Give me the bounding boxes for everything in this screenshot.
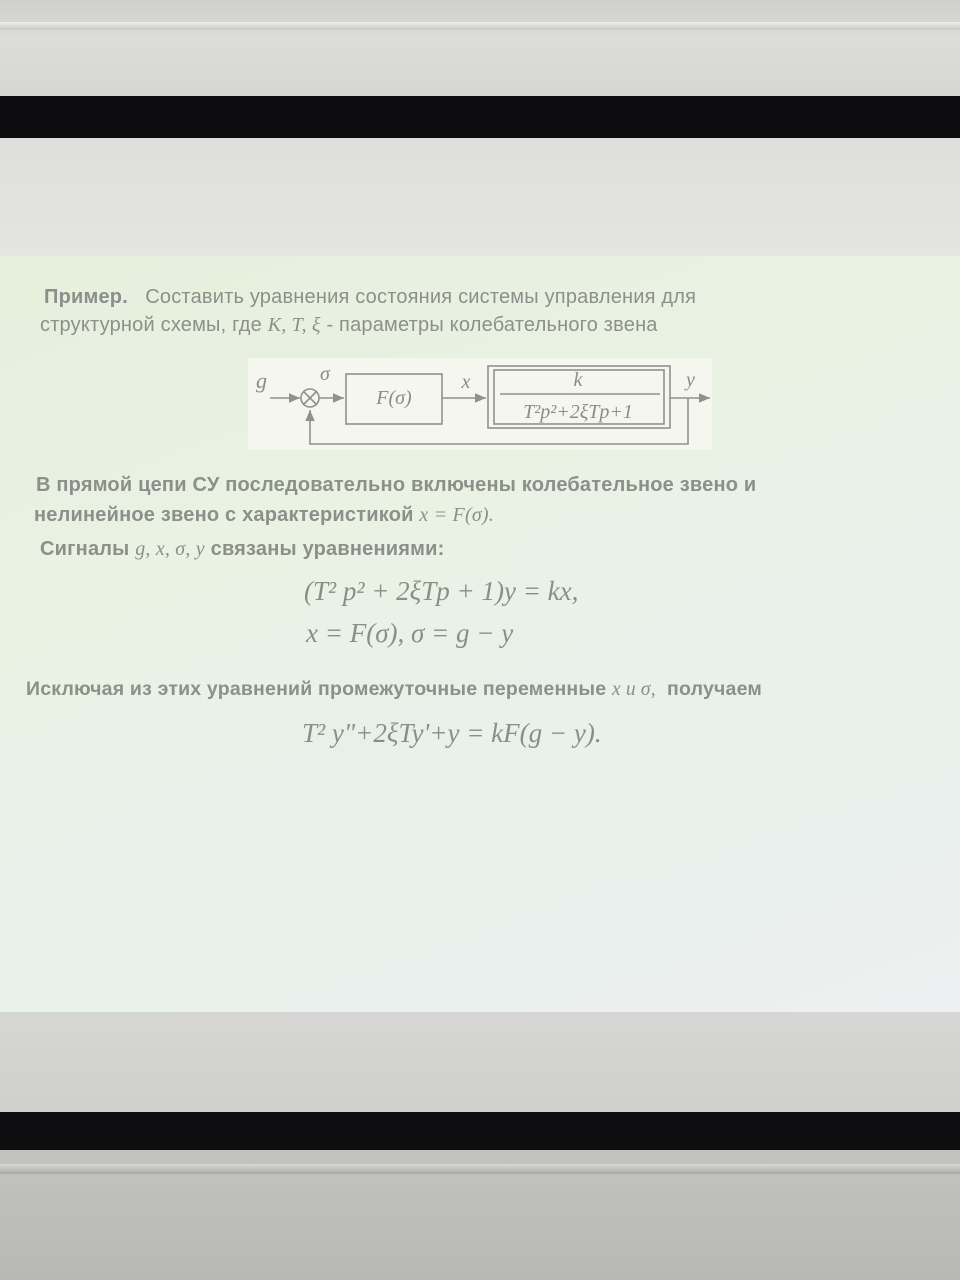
- task-text-2-suffix: - параметры колебательного звена: [326, 314, 658, 336]
- example-heading: Пример.: [44, 286, 128, 308]
- wall-rail: [0, 1164, 960, 1174]
- screen-bottom-margin: [0, 1012, 960, 1112]
- task-text-1: Составить уравнения состояния системы управления для: [145, 286, 697, 308]
- para1-line2-text: нелинейное звено с характеристикой: [34, 504, 414, 526]
- wall-bottom: [0, 1150, 960, 1280]
- para2: [40, 538, 444, 561]
- para3-vars: x и σ,: [611, 679, 656, 700]
- screen-bottom-bar: [0, 1112, 960, 1150]
- wall-top: [0, 0, 960, 96]
- task-line-1: [44, 286, 696, 309]
- screen-top-margin: [0, 138, 960, 256]
- equation-1: (T² p² + 2ξTp + 1)y = kx,: [304, 576, 579, 606]
- para2-suffix: связаны уравнениями:: [210, 538, 445, 560]
- para1-line2: [34, 504, 494, 527]
- para2-prefix: Сигналы: [40, 538, 130, 560]
- para3: [26, 678, 762, 701]
- params-formula: K, T, ξ: [267, 314, 321, 336]
- nonlinear-block-label: F(σ): [376, 387, 412, 409]
- equation-2: x = F(σ), σ = g − y: [306, 618, 514, 648]
- projected-slide: [0, 256, 960, 1012]
- numerator-label: k: [573, 369, 583, 391]
- para1-line1: В прямой цепи СУ последовательно включены колебательное звено и: [36, 474, 757, 496]
- error-label: σ: [320, 363, 330, 385]
- task-line-2: [40, 314, 658, 337]
- equation-3: T² y"+2ξTy'+y = kF(g − y).: [302, 718, 602, 748]
- signals-list: g, x, σ, y: [135, 538, 205, 560]
- para3-suffix: получаем: [667, 678, 763, 700]
- block-diagram: [248, 358, 712, 450]
- output-label: y: [686, 369, 695, 391]
- wall-ledge: [0, 22, 960, 30]
- screen-top-bar: [0, 96, 960, 138]
- para3-prefix: Исключая из этих уравнений промежуточные переменные: [26, 678, 607, 700]
- task-text-2-prefix: структурной схемы, где: [40, 314, 262, 336]
- input-label: g: [256, 368, 267, 393]
- block-diagram-svg: [248, 358, 712, 450]
- characteristic-formula: x = F(σ).: [419, 504, 494, 526]
- denominator-label: T²p²+2ξTp+1: [523, 401, 633, 423]
- mid-label: x: [461, 371, 471, 393]
